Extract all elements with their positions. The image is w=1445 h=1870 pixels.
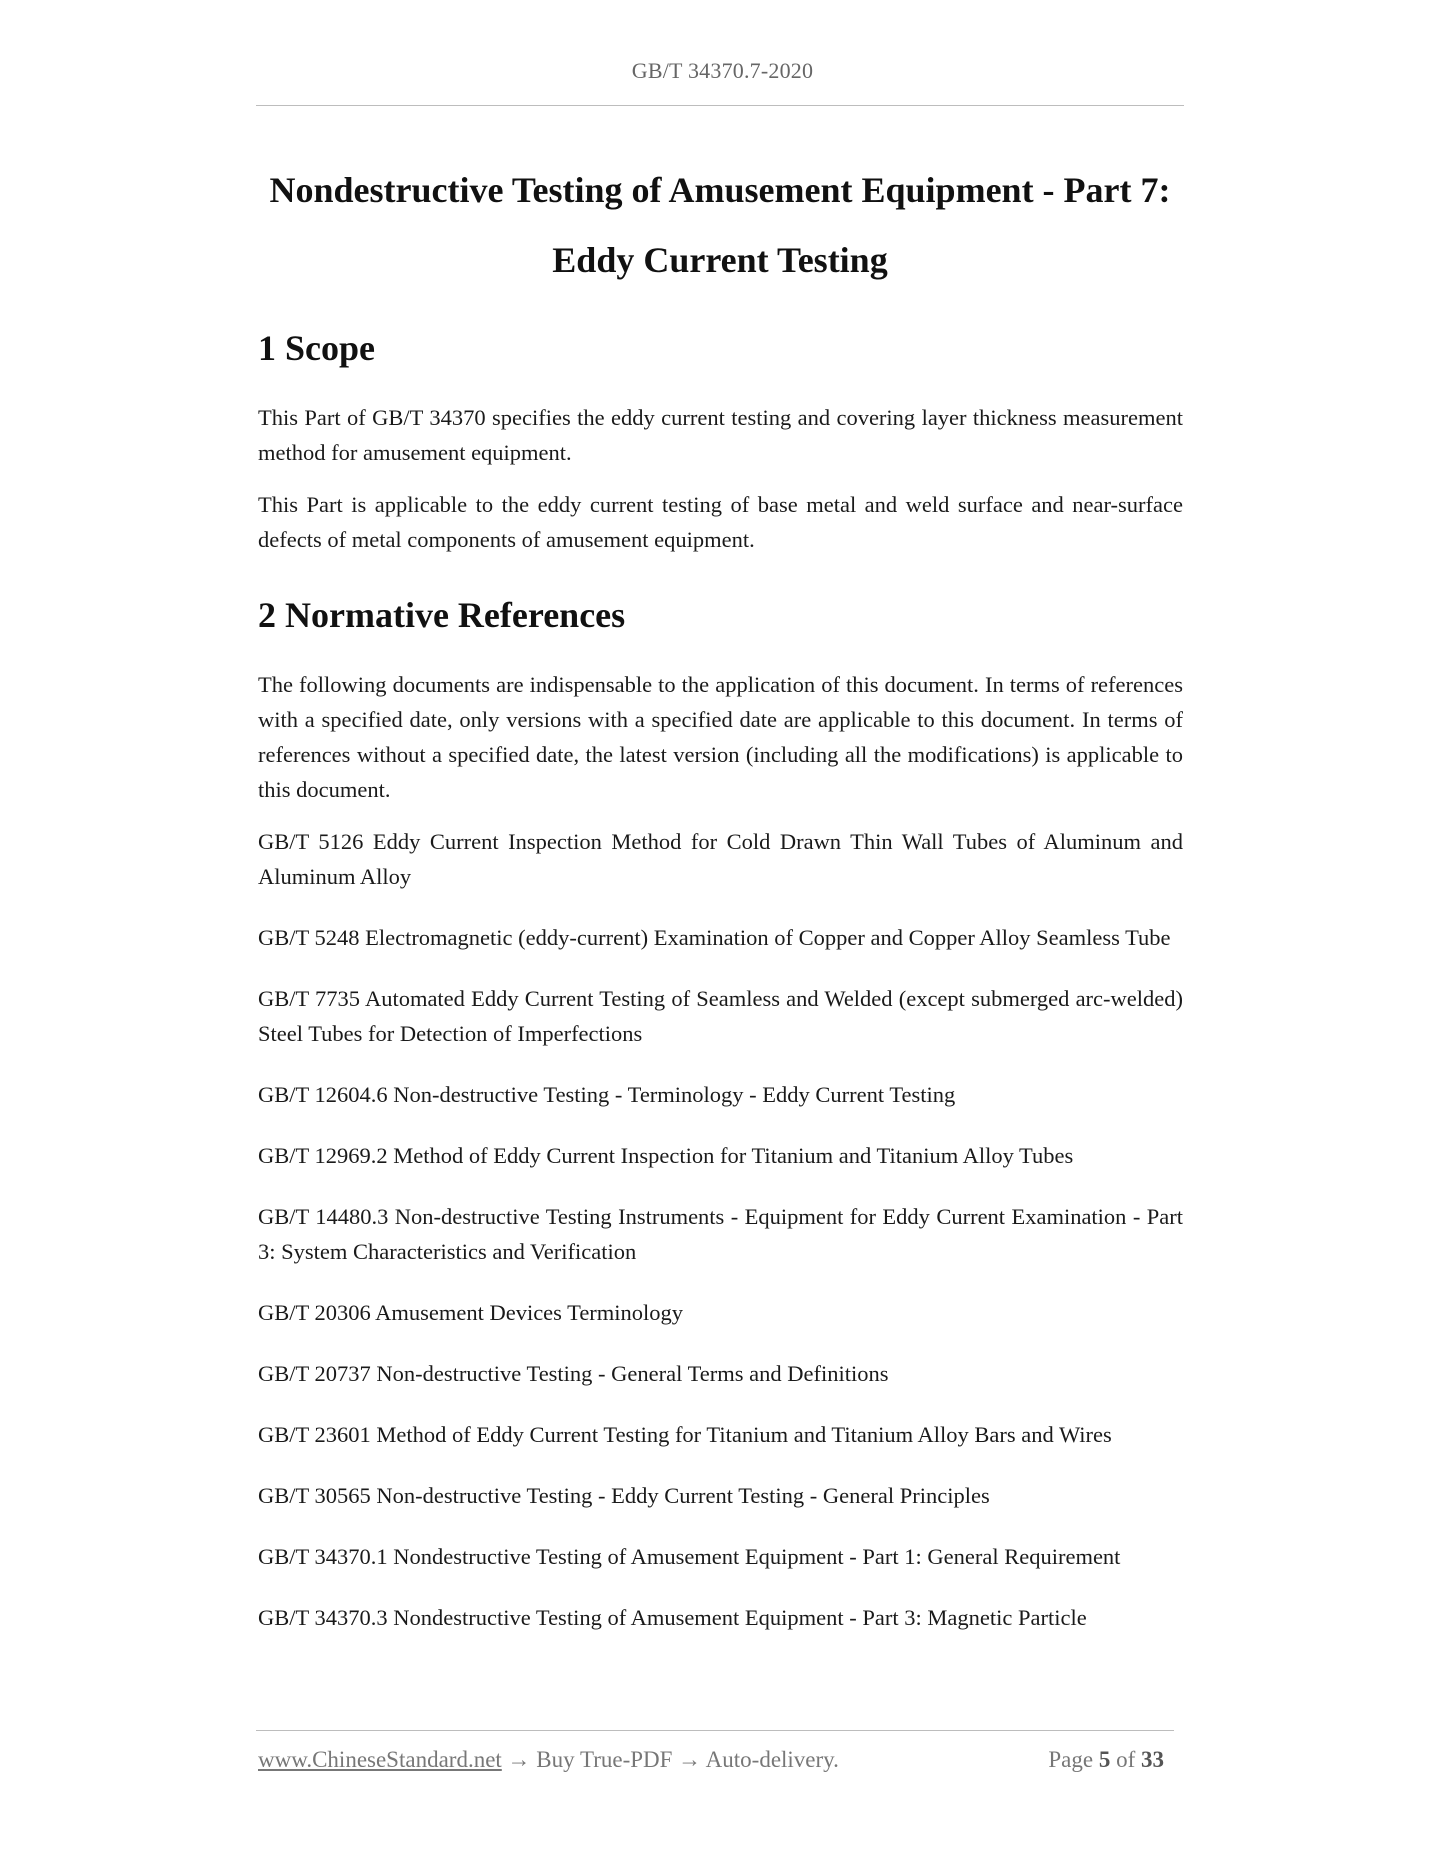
section-heading-scope: 1 Scope	[258, 328, 375, 368]
title-line-2: Eddy Current Testing	[552, 240, 888, 280]
reference-item: GB/T 5126 Eddy Current Inspection Method for Cold Drawn Thin Wall Tubes of Aluminum and Aluminum Alloy	[258, 829, 1183, 889]
footer-promo	[258, 1740, 839, 1780]
current-page-number: 5	[1098, 1747, 1111, 1772]
reference-item: GB/T 7735 Automated Eddy Current Testing of Seamless and Welded (except submerged arc-welded) Steel Tubes for Detection of Imperfections	[258, 986, 1183, 1046]
of-label: of	[1116, 1747, 1136, 1772]
reference-list	[258, 824, 1183, 1635]
reference-item: GB/T 34370.3 Nondestructive Testing of Amusement Equipment - Part 3: Magnetic Particle	[258, 1605, 1087, 1630]
document-body	[258, 320, 1183, 1635]
reference-item: GB/T 12969.2 Method of Eddy Current Inspection for Titanium and Titanium Alloy Tubes	[258, 1143, 1074, 1168]
page-label: Page	[1048, 1747, 1094, 1772]
scope-paragraph: This Part of GB/T 34370 specifies the eddy current testing and covering layer thickness measurement method for amusement equipment.	[258, 405, 1183, 465]
page-indicator	[1048, 1740, 1164, 1780]
reference-item: GB/T 5248 Electromagnetic (eddy-current) Examination of Copper and Copper Alloy Seamless Tube	[258, 925, 1171, 950]
reference-item: GB/T 20737 Non-destructive Testing - General Terms and Definitions	[258, 1361, 889, 1386]
site-link[interactable]: www.ChineseStandard.net	[258, 1747, 502, 1772]
section-heading-normative-references: 2 Normative References	[258, 595, 626, 635]
reference-item: GB/T 12604.6 Non-destructive Testing - Terminology - Eddy Current Testing	[258, 1082, 956, 1107]
title-line-1: Nondestructive Testing of Amusement Equipment - Part 7:	[269, 170, 1171, 210]
reference-item: GB/T 30565 Non-destructive Testing - Eddy Current Testing - General Principles	[258, 1483, 990, 1508]
promo-text: → Buy True-PDF → Auto-delivery.	[501, 1747, 839, 1772]
scope-paragraph: This Part is applicable to the eddy current testing of base metal and weld surface and near-surface defects of metal components of amusement equipment.	[258, 492, 1183, 552]
total-pages-number: 33	[1141, 1747, 1164, 1772]
footer-divider	[256, 1730, 1174, 1731]
page-footer	[258, 1740, 1174, 1780]
reference-item: GB/T 23601 Method of Eddy Current Testing for Titanium and Titanium Alloy Bars and Wires	[258, 1422, 1112, 1447]
references-intro-paragraph: The following documents are indispensable to the application of this document. In terms of references with a specified date, only versions with a specified date are applicable to this document. In terms of references without a specified date, the latest version (including all the modifications) is applicable to this document.	[258, 672, 1183, 802]
reference-item: GB/T 20306 Amusement Devices Terminology	[258, 1300, 684, 1325]
reference-item: GB/T 34370.1 Nondestructive Testing of Amusement Equipment - Part 1: General Requirement	[258, 1544, 1121, 1569]
reference-item: GB/T 14480.3 Non-destructive Testing Instruments - Equipment for Eddy Current Examination - Part 3: System Characteristics and Verification	[258, 1204, 1183, 1264]
document-title	[256, 155, 1184, 295]
header-divider	[256, 105, 1184, 106]
running-header: GB/T 34370.7-2020	[631, 58, 814, 83]
